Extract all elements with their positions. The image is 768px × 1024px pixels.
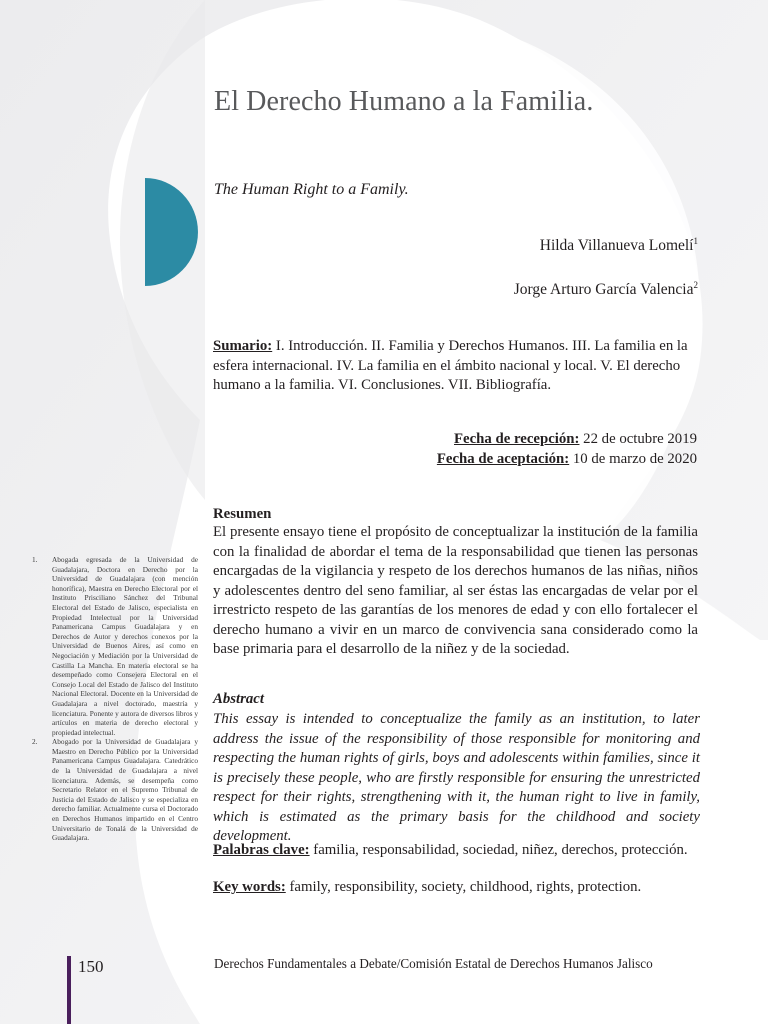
journal-name: Derechos Fundamentales a Debate/Comisión Estatal de Derechos Humanos Jalisco [214,956,653,971]
article-title: El Derecho Humano a la Familia. [214,86,594,117]
footer-accent-bar [67,956,71,1024]
footnote-2 [28,737,198,843]
footnote-1-number: 1. [32,555,38,564]
footnote-2-number: 2. [32,737,38,747]
fecha-recepcion [237,430,697,450]
footnotes [28,555,198,843]
author-1-name: Hilda Villanueva Lomelí [539,237,694,254]
palabras-clave [213,841,698,861]
author-2-name: Jorge Arturo García Valencia [513,281,694,298]
author-1 [238,236,698,255]
page-number: 150 [78,957,104,976]
footnote-1-text: Abogada egresada de la Universidad de Guadalajara, Doctora en Derecho por la Universidad de Guadalajara (con mención honorífica), Maestra en Derecho Electoral por el Instituto Prisciliano Sánchez del Tribunal Electoral del Estado de Jalisco, especialista en Propiedad Intelectual por la Universidad Panamericana Campus Guadalajara y en Derechos de Autor y derechos conexos por la Universidad de Buenos Aires, así como en Negociación y Mediación por la Universidad de Castilla La Mancha. En materia electoral se ha desempeñado como Consejera Electoral en el Consejo Local del Estado de Jalisco del Instituto Nacional Electoral. Docente en la Universidad de Guadalajara a nivel doctorado, maestría y licenciatura. Ponente y autora de diversos libros y artículos en materia de derecho electoral y propiedad intelectual. [52,555,198,737]
author-1-note: 1 [693,236,698,246]
fecha-aceptacion-value: 10 de marzo de 2020 [569,450,697,467]
key-words-text: family, responsibility, society, childhood, rights, protection. [285,879,642,895]
dates-block [237,430,697,469]
footnote-2-text: Abogado por la Universidad de Guadalajara y Maestro en Derecho Público por la Universidad Panamericana Campus Guadalajara. Catedrático de la Universidad de Guadalajara a nivel licenciatura. Además, se desempeña como Secretario Relator en el Supremo Tribunal de Justicia del Estado de Jalisco y se especializa en derecho familiar. Actualmente cursa el Doctorado en Derechos Humanos impartido en el Centro Universitario de Tonalá de la Universidad de Guadalajara. [52,737,198,843]
palabras-clave-text: familia, responsabilidad, sociedad, niñez, derechos, protección. [309,842,688,858]
key-words-label: Key words: [213,879,286,895]
author-2-note: 2 [693,280,698,290]
abstract-body: This essay is intended to conceptualize the family as an institution, to later address the issue of the responsibility of those responsible for monitoring and respecting the human rights of girls, boys and adolescents within families, since it is precisely these people, who are firstly responsible for ensuring the unrestricted respect for their rights, strengthening with it, the human right to live in family, which is estimated as the primary basis for the childhood and society development. [213,711,700,844]
resumen-body: El presente ensayo tiene el propósito de conceptualizar la institución de la familia con la finalidad de abordar el tema de la responsabilidad que tienen las personas encargadas de la vigilancia y respeto de los derechos humanos de las niñas, niños y adolescentes dentro del seno familiar, al ser éstas las encargadas de velar por el irrestricto respeto de las garantías de los menores de edad y con ello fortalecer el derecho humano a vivir en un marco de convivencia sana considerado como la base primaria para el desarrollo de la niñez y de la sociedad. [213,524,698,657]
sumario-text: I. Introducción. II. Familia y Derechos Humanos. III. La familia en la esfera internacional. IV. La familia en el ámbito nacional y local. V. El derecho humano a la familia. VI. Conclusiones. VII. Bibliografía. [213,338,688,393]
fecha-aceptacion [237,450,697,470]
footnote-1 [28,555,198,737]
article-subtitle: The Human Right to a Family. [214,181,409,198]
resumen-heading: Resumen [213,506,272,522]
fecha-aceptacion-label: Fecha de aceptación: [436,450,570,467]
sumario [213,337,698,396]
teal-half-circle-shape [145,178,198,286]
fecha-recepcion-label: Fecha de recepción: [454,431,580,447]
abstract-heading: Abstract [213,691,264,707]
key-words [213,878,698,898]
author-2 [238,280,698,299]
palabras-clave-label: Palabras clave: [213,842,310,858]
sumario-label: Sumario: [213,338,273,354]
fecha-recepcion-value: 22 de octubre 2019 [579,431,697,447]
